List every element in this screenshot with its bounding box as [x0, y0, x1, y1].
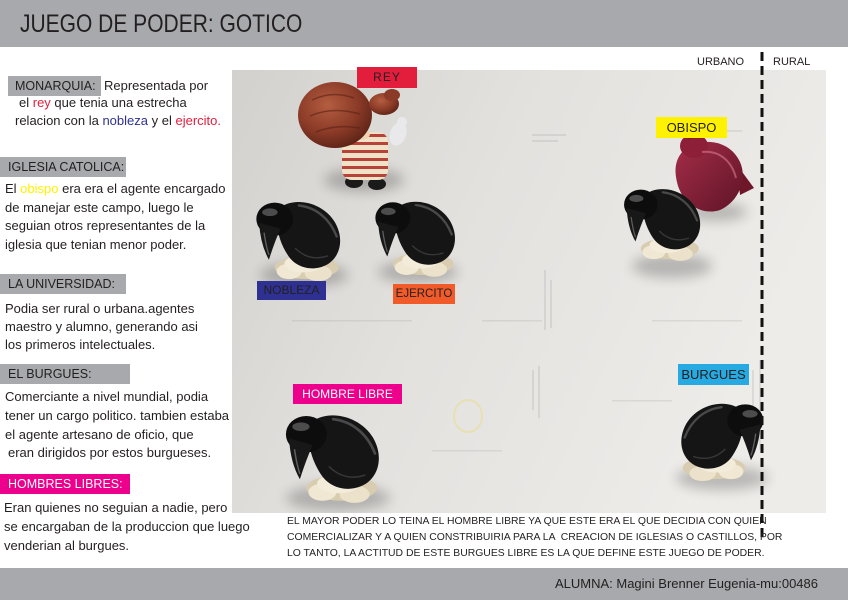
highlight-ejercito: ejercito.	[175, 113, 221, 128]
conclusion-text	[287, 514, 782, 562]
zone-label-urbano: URBANO	[697, 56, 745, 68]
heading-universidad: LA UNIVERSIDAD:	[0, 274, 126, 294]
conclusion-line: EL MAYOR PODER LO TEINA EL HOMBRE LIBRE YA QUE ESTE ERA EL QUE DECIDIA CON QUIEN	[287, 516, 767, 527]
iglesia-line: seguian otros representantes de la	[5, 218, 206, 234]
iglesia-text	[5, 180, 225, 255]
universidad-line: los primeros intelectuales.	[5, 337, 156, 352]
text-segment: relacion con la	[15, 113, 103, 128]
tag-ejercito: EJERCITO	[393, 284, 455, 304]
burgues-text	[5, 388, 229, 463]
conclusion-line: COMERCIALIZAR Y A QUIEN CONSTRIBUIRIA PARA LA CREACION DE IGLESIAS O CASTILLOS, POR	[287, 532, 783, 543]
iglesia-line: iglesia que tenian menor poder.	[5, 237, 187, 253]
tag-nobleza: NOBLEZA	[257, 281, 326, 300]
text-segment: era era el agente encargado	[58, 181, 226, 196]
heading-monarquia: MONARQUIA:	[8, 76, 101, 96]
hombres-libres-text	[4, 498, 250, 555]
tag-hombre-libre: HOMBRE LIBRE	[293, 384, 402, 404]
monarquia-line-2	[19, 94, 187, 112]
text-segment: que tenia una estrecha	[50, 95, 187, 110]
page-title: JUEGO DE PODER: GOTICO	[20, 10, 303, 38]
text-segment: el	[19, 95, 33, 110]
monarquia-line-3	[15, 112, 221, 130]
student-credit: ALUMNA: Magini Brenner Eugenia-mu:00486	[554, 576, 818, 591]
universidad-line: Podia ser rural o urbana.agentes	[5, 301, 195, 316]
hombres-libres-line: se encargaban de la produccion que luego	[4, 519, 250, 534]
highlight-obispo: obispo	[20, 181, 59, 196]
tag-rey: REY	[357, 67, 417, 88]
text-segment: y el	[148, 113, 176, 128]
monarquia-intro: Representada por	[104, 78, 209, 93]
heading-iglesia-catolica: IGLESIA CATOLICA:	[0, 157, 126, 177]
hombres-libres-line: venderian al burgues.	[4, 538, 130, 553]
highlight-nobleza: nobleza	[102, 113, 148, 128]
text-segment: El	[5, 181, 21, 196]
iglesia-line-1	[5, 180, 225, 199]
urban-rural-divider	[758, 52, 766, 542]
highlight-rey: rey	[32, 95, 51, 110]
burgues-line: tener un cargo politico. tambien estaba	[5, 407, 230, 423]
heading-hombres-libres: HOMBRES LIBRES:	[0, 474, 130, 494]
iglesia-line: de manejar este campo, luego le	[5, 199, 194, 215]
zone-label-rural: RURAL	[773, 56, 811, 68]
footer-bar	[0, 568, 848, 600]
tag-obispo: OBISPO	[656, 117, 727, 138]
heading-burgues: EL BURGUES:	[0, 364, 130, 384]
conclusion-line: LO TANTO, LA ACTITUD DE ESTE BURGUES LIBRE ES LA QUE DEFINE ESTE JUEGO DE PODER.	[287, 548, 765, 559]
burgues-line: eran dirigidos por estos burgueses.	[8, 445, 212, 461]
burgues-line: Comerciante a nivel mundial, podia	[5, 389, 209, 404]
universidad-line: maestro y alumno, generando asi	[5, 319, 198, 334]
hombres-libres-line: Eran quienes no seguian a nadie, pero	[4, 500, 228, 515]
universidad-text	[5, 300, 198, 354]
burgues-line: el agente artesano de oficio, que	[5, 426, 194, 442]
tag-burgues: BURGUES	[678, 364, 749, 385]
